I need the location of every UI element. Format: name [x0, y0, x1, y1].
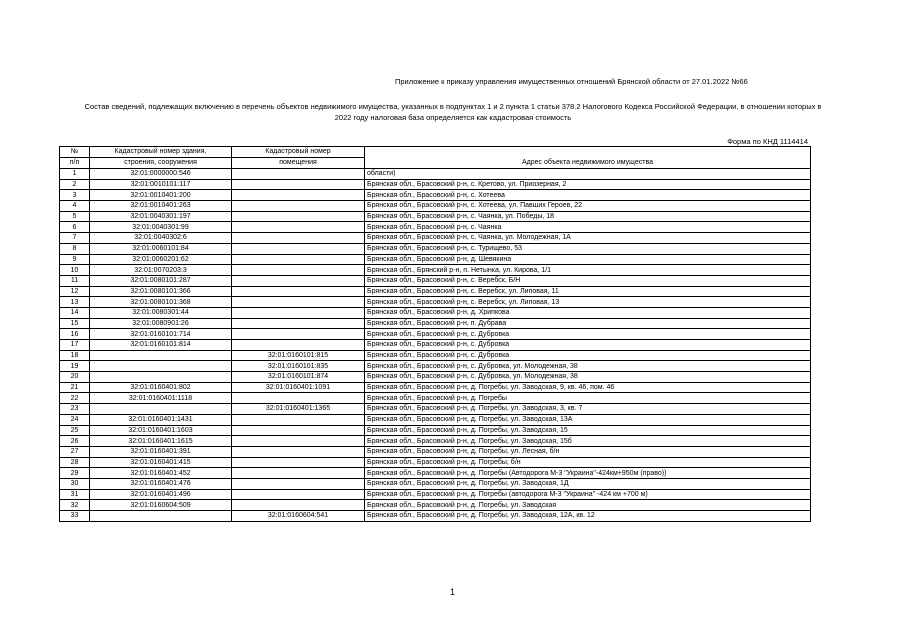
- row-number-cell: 19: [60, 361, 90, 372]
- room-cadastral-cell: [232, 265, 365, 276]
- building-cadastral-cell: [90, 404, 232, 415]
- table-row: [60, 372, 811, 383]
- building-cadastral-cell: 32:01:0160401:1615: [90, 436, 232, 447]
- room-cadastral-cell: [232, 468, 365, 479]
- address-cell: Брянская обл., Брасовский р-н, с. Чаянка: [365, 222, 811, 233]
- table-row: [60, 404, 811, 415]
- row-number-cell: 12: [60, 286, 90, 297]
- document-subtitle: Состав сведений, подлежащих включению в перечень объектов недвижимого имущества, указанных в подпунктах 1 и 2 пункта 1 статьи 378.2 Налогового Кодекса Российской Федерации, в отношении которых в 2022 году налоговая база определяется как кадастровая стоимость: [84, 102, 822, 122]
- row-number-cell: 27: [60, 446, 90, 457]
- building-cadastral-cell: 32:01:0040302:6: [90, 233, 232, 244]
- table-row: [60, 265, 811, 276]
- building-cadastral-cell: 32:01:0060101:84: [90, 243, 232, 254]
- address-cell: Брянская обл., Брасовский р-н, д. Погребы, ул. Заводская: [365, 500, 811, 511]
- table-row: [60, 211, 811, 222]
- room-cadastral-cell: [232, 446, 365, 457]
- room-cadastral-cell: [232, 500, 365, 511]
- table-row: [60, 201, 811, 212]
- address-cell: Брянская обл., Брасовский р-н, д. Погребы, ул. Заводская, 3, кв. 7: [365, 404, 811, 415]
- table-row: [60, 500, 811, 511]
- address-cell: Брянская обл., Брасовский р-н, с. Дубровка: [365, 329, 811, 340]
- table-row: [60, 254, 811, 265]
- table-row: [60, 478, 811, 489]
- page-number: 1: [450, 587, 456, 597]
- row-number-cell: 25: [60, 425, 90, 436]
- table-row: [60, 297, 811, 308]
- row-number-cell: 23: [60, 404, 90, 415]
- address-cell: Брянская обл., Брасовский р-н, с. Веребск, Б/Н: [365, 275, 811, 286]
- header-num-top: №: [60, 147, 90, 158]
- table-header: [60, 147, 811, 169]
- row-number-cell: 7: [60, 233, 90, 244]
- room-cadastral-cell: [232, 457, 365, 468]
- building-cadastral-cell: 32:01:0160401:415: [90, 457, 232, 468]
- row-number-cell: 8: [60, 243, 90, 254]
- building-cadastral-cell: [90, 511, 232, 522]
- room-cadastral-cell: [232, 222, 365, 233]
- building-cadastral-cell: 32:01:0160101:814: [90, 340, 232, 351]
- table-row: [60, 275, 811, 286]
- address-cell: Брянская обл., Брасовский р-н, д. Шевякина: [365, 254, 811, 265]
- room-cadastral-cell: [232, 329, 365, 340]
- building-cadastral-cell: 32:01:0070203:3: [90, 265, 232, 276]
- row-number-cell: 32: [60, 500, 90, 511]
- table-row: [60, 457, 811, 468]
- row-number-cell: 2: [60, 179, 90, 190]
- building-cadastral-cell: 32:01:0160401:391: [90, 446, 232, 457]
- address-cell: Брянская обл., Брасовский р-н, с. Чаянка, ул. Победы, 18: [365, 211, 811, 222]
- room-cadastral-cell: [232, 275, 365, 286]
- room-cadastral-cell: [232, 297, 365, 308]
- address-cell: Брянская обл., Брасовский р-н, д. Погребы, ул. Заводская, 12А, кв. 12: [365, 511, 811, 522]
- address-cell: Брянская обл., Брасовский р-н, с. Хотеева: [365, 190, 811, 201]
- building-cadastral-cell: 32:01:0060201:62: [90, 254, 232, 265]
- building-cadastral-cell: 32:01:0000000:546: [90, 169, 232, 180]
- address-cell: Брянская обл., Брасовский р-н, с. Веребск, ул. Липовая, 11: [365, 286, 811, 297]
- address-cell: Брянская обл., Брасовский р-н, с. Дубровка, ул. Молодежная, 38: [365, 372, 811, 383]
- room-cadastral-cell: 32:01:0160101:815: [232, 350, 365, 361]
- row-number-cell: 33: [60, 511, 90, 522]
- table-row: [60, 361, 811, 372]
- address-cell: Брянская обл., Брянский р-н, п. Нетынка, ул. Кирова, 1/1: [365, 265, 811, 276]
- header-room-top: Кадастровый номер: [232, 147, 365, 158]
- building-cadastral-cell: 32:01:0010401:200: [90, 190, 232, 201]
- building-cadastral-cell: [90, 361, 232, 372]
- row-number-cell: 15: [60, 318, 90, 329]
- row-number-cell: 14: [60, 307, 90, 318]
- address-cell: Брянская обл., Брасовский р-н, д. Погребы, б/н: [365, 457, 811, 468]
- row-number-cell: 29: [60, 468, 90, 479]
- building-cadastral-cell: 32:01:0040301:99: [90, 222, 232, 233]
- table-row: [60, 233, 811, 244]
- room-cadastral-cell: 32:01:0160401:1365: [232, 404, 365, 415]
- room-cadastral-cell: [232, 179, 365, 190]
- table-row: [60, 382, 811, 393]
- table-row: [60, 169, 811, 180]
- table-row: [60, 318, 811, 329]
- room-cadastral-cell: [232, 478, 365, 489]
- table-row: [60, 222, 811, 233]
- address-cell: Брянская обл., Брасовский р-н, с. Дубровка: [365, 350, 811, 361]
- building-cadastral-cell: 32:01:0040301:197: [90, 211, 232, 222]
- building-cadastral-cell: 32:01:0160401:802: [90, 382, 232, 393]
- room-cadastral-cell: 32:01:0160101:874: [232, 372, 365, 383]
- address-cell: Брянская обл., Брасовский р-н, д. Погребы: [365, 393, 811, 404]
- building-cadastral-cell: 32:01:0160401:476: [90, 478, 232, 489]
- building-cadastral-cell: 32:01:0160401:1603: [90, 425, 232, 436]
- row-number-cell: 21: [60, 382, 90, 393]
- row-number-cell: 13: [60, 297, 90, 308]
- address-cell: Брянская обл., Брасовский р-н, с. Веребск, ул. Липовая, 13: [365, 297, 811, 308]
- table-row: [60, 243, 811, 254]
- building-cadastral-cell: 32:01:0080101:287: [90, 275, 232, 286]
- address-cell: Брянская обл., Брасовский р-н, д. Хрипкова: [365, 307, 811, 318]
- address-cell: Брянская обл., Брасовский р-н, д. Погребы (автодорога М-3 "Украина" -424 км +700 м): [365, 489, 811, 500]
- table-row: [60, 190, 811, 201]
- room-cadastral-cell: [232, 318, 365, 329]
- row-number-cell: 17: [60, 340, 90, 351]
- address-cell: Брянская обл., Брасовский р-н, д. Погребы (Автодорога М-3 "Украина"-424км+950м (право)): [365, 468, 811, 479]
- room-cadastral-cell: [232, 201, 365, 212]
- address-cell: Брянская обл., Брасовский р-н, д. Погребы, ул. Лесная, б/н: [365, 446, 811, 457]
- room-cadastral-cell: [232, 254, 365, 265]
- table-row: [60, 425, 811, 436]
- row-number-cell: 31: [60, 489, 90, 500]
- property-register-table: [59, 146, 811, 522]
- appendix-header: Приложение к приказу управления имущественных отношений Брянской области от 27.01.2022 №66: [395, 77, 748, 86]
- row-number-cell: 22: [60, 393, 90, 404]
- table-row: [60, 307, 811, 318]
- table-body: [60, 169, 811, 522]
- header-num-bottom: п/п: [60, 158, 90, 169]
- room-cadastral-cell: [232, 436, 365, 447]
- building-cadastral-cell: 32:01:0080101:366: [90, 286, 232, 297]
- table-row: [60, 414, 811, 425]
- row-number-cell: 16: [60, 329, 90, 340]
- room-cadastral-cell: [232, 211, 365, 222]
- building-cadastral-cell: 32:01:0080901:26: [90, 318, 232, 329]
- address-cell: Брянская обл., Брасовский р-н, с. Дубровка: [365, 340, 811, 351]
- table-row: [60, 286, 811, 297]
- address-cell: Брянская обл., Брасовский р-н, с. Кретово, ул. Приозерная, 2: [365, 179, 811, 190]
- header-building-bottom: строения, сооружения: [90, 158, 232, 169]
- room-cadastral-cell: [232, 233, 365, 244]
- table-row: [60, 393, 811, 404]
- header-building-top: Кадастровый номер здания,: [90, 147, 232, 158]
- room-cadastral-cell: [232, 489, 365, 500]
- address-cell: Брянская обл., Брасовский р-н, д. Погребы, ул. Заводская, 9, кв. 46, пом. 46: [365, 382, 811, 393]
- building-cadastral-cell: 32:01:0080101:368: [90, 297, 232, 308]
- room-cadastral-cell: 32:01:0160401:1091: [232, 382, 365, 393]
- table-row: [60, 511, 811, 522]
- row-number-cell: 24: [60, 414, 90, 425]
- room-cadastral-cell: 32:01:0160604:541: [232, 511, 365, 522]
- address-cell: Брянская обл., Брасовский р-н, с. Дубровка, ул. Молодежная, 38: [365, 361, 811, 372]
- row-number-cell: 3: [60, 190, 90, 201]
- room-cadastral-cell: [232, 414, 365, 425]
- table-row: [60, 340, 811, 351]
- table-row: [60, 446, 811, 457]
- building-cadastral-cell: 32:01:0010401:263: [90, 201, 232, 212]
- address-cell: Брянская обл., Брасовский р-н, п. Дубрава: [365, 318, 811, 329]
- row-number-cell: 5: [60, 211, 90, 222]
- room-cadastral-cell: [232, 286, 365, 297]
- room-cadastral-cell: [232, 190, 365, 201]
- row-number-cell: 1: [60, 169, 90, 180]
- address-cell: Брянская обл., Брасовский р-н, д. Погребы, ул. Заводская, 15б: [365, 436, 811, 447]
- table-row: [60, 436, 811, 447]
- address-cell: Брянская обл., Брасовский р-н, д. Погребы, ул. Заводская, 1Д: [365, 478, 811, 489]
- building-cadastral-cell: 32:01:0160401:496: [90, 489, 232, 500]
- building-cadastral-cell: 32:01:0010101:117: [90, 179, 232, 190]
- room-cadastral-cell: [232, 425, 365, 436]
- building-cadastral-cell: 32:01:0160101:714: [90, 329, 232, 340]
- row-number-cell: 10: [60, 265, 90, 276]
- building-cadastral-cell: 32:01:0160604:509: [90, 500, 232, 511]
- address-cell: области): [365, 169, 811, 180]
- row-number-cell: 6: [60, 222, 90, 233]
- building-cadastral-cell: [90, 372, 232, 383]
- building-cadastral-cell: 32:01:0160401:1431: [90, 414, 232, 425]
- building-cadastral-cell: 32:01:0160401:452: [90, 468, 232, 479]
- row-number-cell: 11: [60, 275, 90, 286]
- row-number-cell: 4: [60, 201, 90, 212]
- row-number-cell: 9: [60, 254, 90, 265]
- building-cadastral-cell: [90, 350, 232, 361]
- header-address: Адрес объекта недвижимого имущества: [365, 147, 811, 169]
- header-room-bottom: помещения: [232, 158, 365, 169]
- address-cell: Брянская обл., Брасовский р-н, д. Погребы, ул. Заводская, 13А: [365, 414, 811, 425]
- room-cadastral-cell: [232, 169, 365, 180]
- row-number-cell: 18: [60, 350, 90, 361]
- room-cadastral-cell: [232, 243, 365, 254]
- room-cadastral-cell: [232, 393, 365, 404]
- room-cadastral-cell: 32:01:0160101:835: [232, 361, 365, 372]
- address-cell: Брянская обл., Брасовский р-н, д. Погребы, ул. Заводская, 15: [365, 425, 811, 436]
- address-cell: Брянская обл., Брасовский р-н, с. Хотеева, ул. Павших Героев, 22: [365, 201, 811, 212]
- address-cell: Брянская обл., Брасовский р-н, с. Турищево, 53: [365, 243, 811, 254]
- row-number-cell: 30: [60, 478, 90, 489]
- table-row: [60, 468, 811, 479]
- row-number-cell: 20: [60, 372, 90, 383]
- building-cadastral-cell: 32:01:0080301:44: [90, 307, 232, 318]
- row-number-cell: 26: [60, 436, 90, 447]
- row-number-cell: 28: [60, 457, 90, 468]
- room-cadastral-cell: [232, 340, 365, 351]
- table-row: [60, 329, 811, 340]
- address-cell: Брянская обл., Брасовский р-н, с. Чаянка, ул. Молодежная, 1А: [365, 233, 811, 244]
- table-row: [60, 179, 811, 190]
- table-row: [60, 489, 811, 500]
- table-row: [60, 350, 811, 361]
- room-cadastral-cell: [232, 307, 365, 318]
- building-cadastral-cell: 32:01:0160401:1118: [90, 393, 232, 404]
- form-code: Форма по КНД 1114414: [727, 137, 808, 146]
